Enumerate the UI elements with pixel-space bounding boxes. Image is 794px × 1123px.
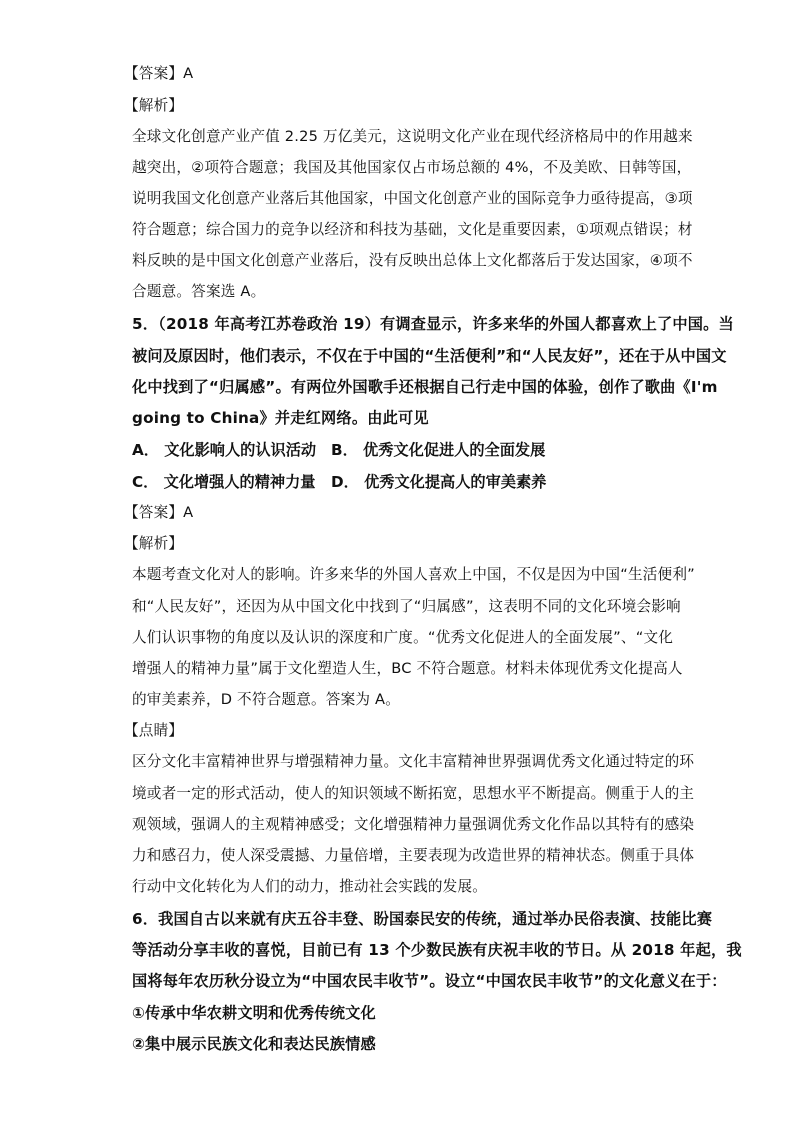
q5-option-c: C． 文化增强人的精神力量: [132, 473, 316, 491]
q6-stem-line: 国将每年农历秋分设立为“中国农民丰收节”。设立“中国农民丰收节”的文化意义在于：: [132, 972, 727, 990]
q4-analysis-line: 越突出，②项符合题意；我国及其他国家仅占市场总额的 4%，不及美欧、日韩等国，: [132, 159, 692, 176]
q5-tip-line: 区分文化丰富精神世界与增强精神力量。文化丰富精神世界强调优秀文化通过特定的环: [132, 753, 695, 770]
q4-analysis-line: 全球文化创意产业产值 2.25 万亿美元，这说明文化产业在现代经济格局中的作用越来: [132, 128, 693, 145]
q5-stem-line: 5．（2018 年高考江苏卷政治 19）有调查显示，许多来华的外国人都喜欢上了中国。当: [132, 315, 734, 333]
q5-tip-line: 境或者一定的形式活动，使人的知识领域不断拓宽，思想水平不断提高。侧重于人的主: [132, 785, 695, 802]
q5-answer-tag: 【答案】A: [124, 504, 194, 521]
q5-tip-line: 观领域，强调人的主观精神感受；文化增强精神力量强调优秀文化作品以其特有的感染: [132, 816, 695, 833]
q5-analysis-line: 和“人民友好”，还因为从中国文化中找到了“归属感”，这表明不同的文化环境会影响: [132, 598, 681, 615]
q5-tip-tag: 【点睛】: [124, 722, 184, 739]
q6-item: ②集中展示民族文化和表达民族情感: [132, 1035, 376, 1053]
q5-option-b: B． 优秀文化促进人的全面发展: [331, 441, 546, 459]
q4-analysis-line: 料反映的是中国文化创意产业落后，没有反映出总体上文化都落后于发达国家，④项不: [132, 252, 693, 269]
q5-option-d: D． 优秀文化提高人的审美素养: [331, 473, 547, 491]
q4-answer-tag: 【答案】A: [124, 65, 194, 82]
q5-stem-line: 被问及原因时，他们表示，不仅在于中国的“生活便利”和“人民友好”，还在于从中国文: [132, 347, 727, 365]
q5-tip-line: 力和感召力，使人深受震撼、力量倍增，主要表现为改造世界的精神状态。侧重于具体: [132, 847, 695, 864]
q5-option-a: A． 文化影响人的认识活动: [132, 441, 317, 459]
q5-stem-line: 化中找到了“归属感”。有两位外国歌手还根据自己行走中国的体验，创作了歌曲《I'm: [132, 378, 718, 396]
q4-analysis-tag: 【解析】: [124, 97, 184, 114]
q5-analysis-tag: 【解析】: [124, 535, 184, 552]
q5-analysis-line: 人们认识事物的角度以及认识的深度和广度。“优秀文化促进人的全面发展”、“文化: [132, 629, 674, 646]
q6-item: ①传承中华农耕文明和优秀传统文化: [132, 1004, 376, 1022]
q4-analysis-line: 说明我国文化创意产业落后其他国家，中国文化创意产业的国际竞争力亟待提高，③项: [132, 190, 693, 207]
q5-analysis-line: 增强人的精神力量”属于文化塑造人生，BC 不符合题意。材料未体现优秀文化提高人: [132, 660, 683, 677]
q6-stem-line: 6．我国自古以来就有庆五谷丰登、盼国泰民安的传统，通过举办民俗表演、技能比赛: [132, 910, 713, 928]
q4-analysis-line: 符合题意；综合国力的竞争以经济和科技为基础，文化是重要因素，①项观点错误；材: [132, 221, 693, 238]
q4-analysis-line: 合题意。答案选 A。: [132, 283, 266, 300]
q5-analysis-line: 本题考查文化对人的影响。许多来华的外国人喜欢上中国，不仅是因为中国“生活便利”: [132, 566, 695, 583]
q6-stem-line: 等活动分享丰收的喜悦，目前已有 13 个少数民族有庆祝丰收的节日。从 2018 年起，我: [132, 941, 742, 959]
q5-analysis-line: 的审美素养，D 不符合题意。答案为 A。: [132, 691, 401, 708]
q5-stem-line: going to China》并走红网络。由此可见: [132, 409, 429, 427]
q5-tip-line: 行动中文化转化为人们的动力，推动社会实践的发展。: [132, 878, 488, 895]
